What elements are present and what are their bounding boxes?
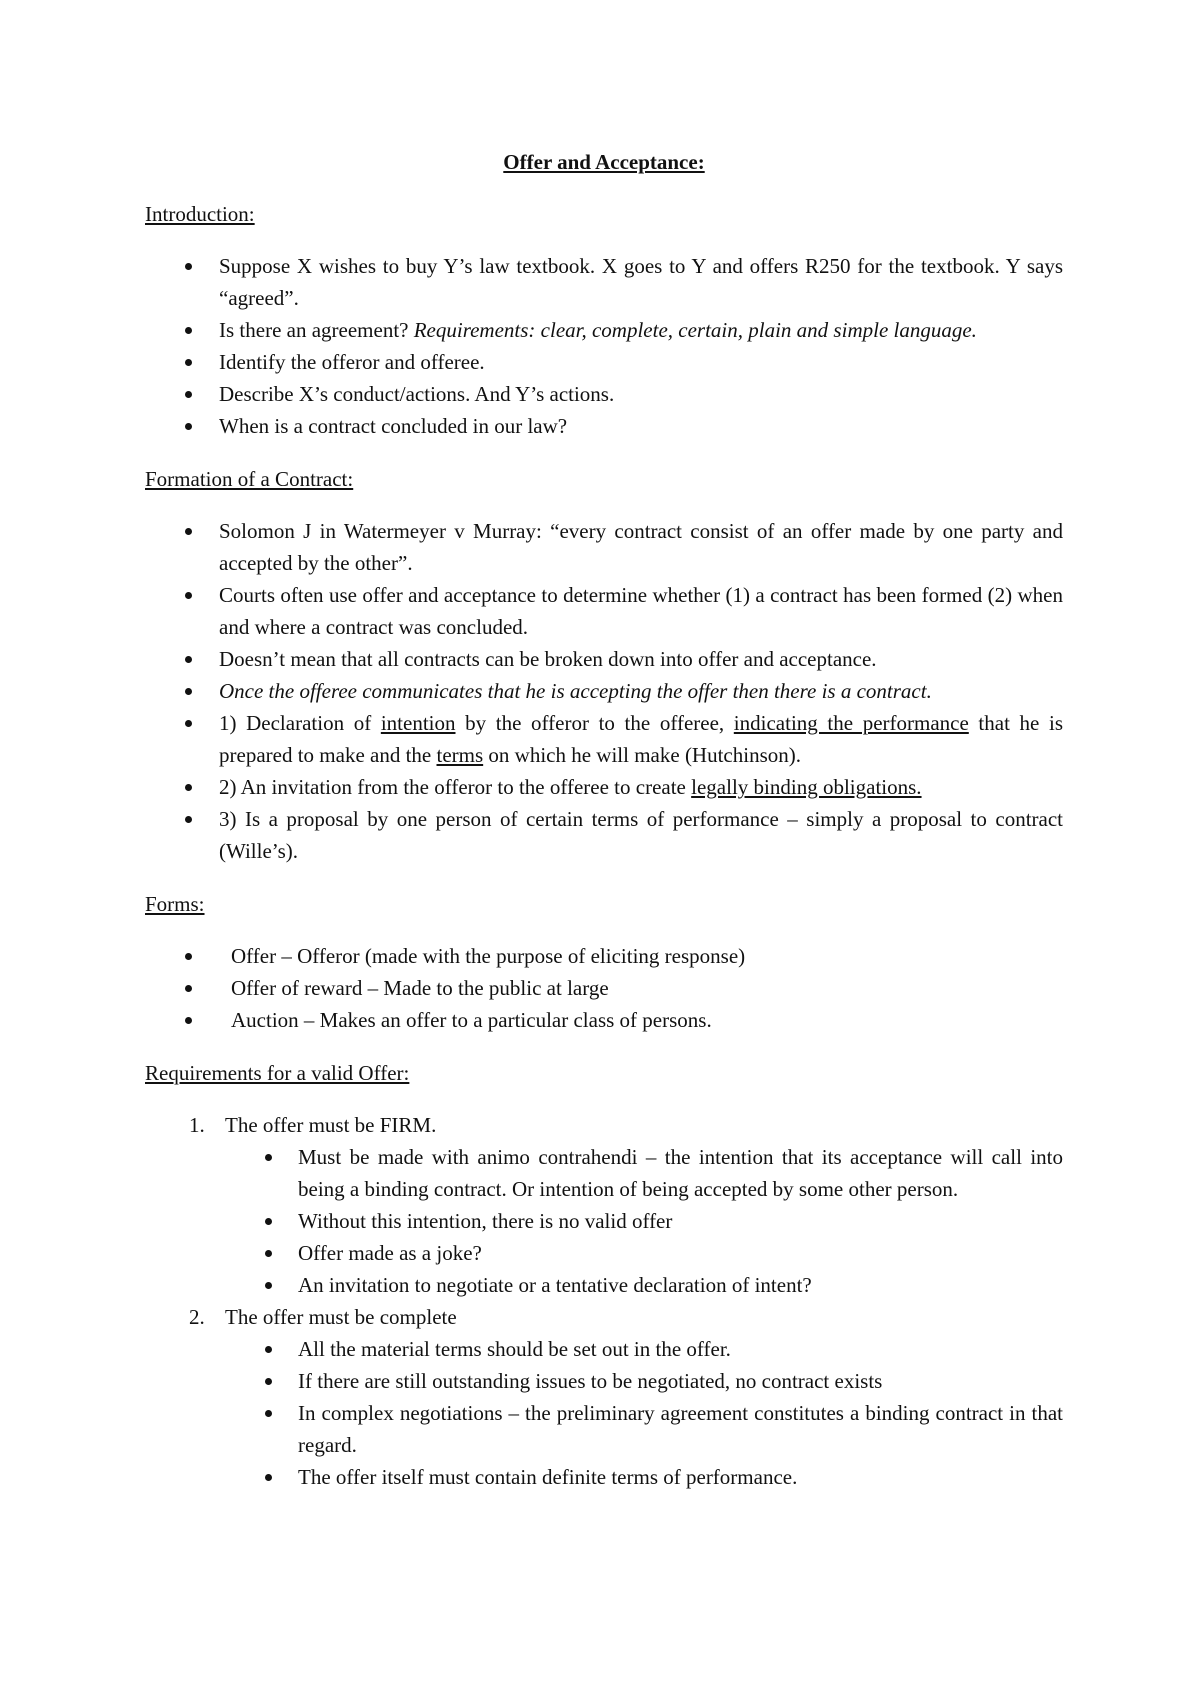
item-underlined-text: legally binding obligations.	[691, 775, 922, 799]
document-title: Offer and Acceptance:	[503, 150, 705, 174]
item-text: The offer must be complete	[225, 1305, 457, 1329]
list-item: Offer of reward – Made to the public at large	[145, 972, 1063, 1004]
list-item: Suppose X wishes to buy Y’s law textbook. X goes to Y and offers R250 for the textbook. Y says “agreed”.	[145, 250, 1063, 314]
sub-list	[225, 1141, 1063, 1301]
heading-forms: Forms:	[145, 892, 205, 916]
list-item	[145, 771, 1063, 803]
item-underlined-text: indicating the performance	[733, 711, 969, 735]
formation-list	[145, 515, 1063, 867]
list-item	[145, 314, 1063, 346]
list-item: Once the offeree communicates that he is accepting the offer then there is a contract.	[145, 675, 1063, 707]
forms-list	[145, 940, 1063, 1036]
list-item: When is a contract concluded in our law?	[145, 410, 1063, 442]
item-text: by the offeror to the offeree,	[455, 711, 734, 735]
list-item: If there are still outstanding issues to be negotiated, no contract exists	[225, 1365, 1063, 1397]
numbered-item	[145, 1301, 1063, 1493]
requirements-list	[145, 1109, 1063, 1493]
item-text: Is there an agreement?	[219, 318, 414, 342]
heading-introduction: Introduction:	[145, 202, 255, 226]
sub-list	[225, 1333, 1063, 1493]
item-text: 1) Declaration of	[219, 711, 381, 735]
introduction-list	[145, 250, 1063, 442]
list-item: Must be made with animo contrahendi – the intention that its acceptance will call into being a binding contract. Or intention of being accepted by some other person.	[225, 1141, 1063, 1205]
list-item: Auction – Makes an offer to a particular class of persons.	[145, 1004, 1063, 1036]
list-item: An invitation to negotiate or a tentative declaration of intent?	[225, 1269, 1063, 1301]
heading-requirements: Requirements for a valid Offer:	[145, 1061, 410, 1085]
list-item: Offer made as a joke?	[225, 1237, 1063, 1269]
list-item: The offer itself must contain definite terms of performance.	[225, 1461, 1063, 1493]
list-item: Identify the offeror and offeree.	[145, 346, 1063, 378]
item-text: that he is prepared to make and the	[219, 711, 1064, 767]
list-item: Doesn’t mean that all contracts can be broken down into offer and acceptance.	[145, 643, 1063, 675]
heading-formation: Formation of a Contract:	[145, 467, 354, 491]
item-text: on which he will make (Hutchinson).	[483, 743, 802, 767]
item-number: 1.	[189, 1113, 205, 1137]
list-item: Describe X’s conduct/actions. And Y’s actions.	[145, 378, 1063, 410]
list-item: All the material terms should be set out in the offer.	[225, 1333, 1063, 1365]
document-page	[145, 146, 1063, 1514]
list-item: Offer – Offeror (made with the purpose of eliciting response)	[145, 940, 1063, 972]
list-item: Courts often use offer and acceptance to determine whether (1) a contract has been formed (2) when and where a contract was concluded.	[145, 579, 1063, 643]
list-item	[145, 707, 1063, 771]
item-underlined-text: intention	[380, 711, 456, 735]
list-item: In complex negotiations – the preliminary agreement constitutes a binding contract in that regard.	[225, 1397, 1063, 1461]
numbered-item	[145, 1109, 1063, 1301]
list-item: Without this intention, there is no valid offer	[225, 1205, 1063, 1237]
list-item: 3) Is a proposal by one person of certain terms of performance – simply a proposal to contract (Wille’s).	[145, 803, 1063, 867]
item-text: The offer must be FIRM.	[225, 1113, 437, 1137]
item-number: 2.	[189, 1305, 205, 1329]
list-item: Solomon J in Watermeyer v Murray: “every contract consist of an offer made by one party and accepted by the other”.	[145, 515, 1063, 579]
item-underlined-text: terms	[436, 743, 484, 767]
item-text: 2) An invitation from the offeror to the offeree to create	[219, 775, 692, 799]
item-italic-text: Requirements: clear, complete, certain, plain and simple language.	[413, 318, 977, 342]
